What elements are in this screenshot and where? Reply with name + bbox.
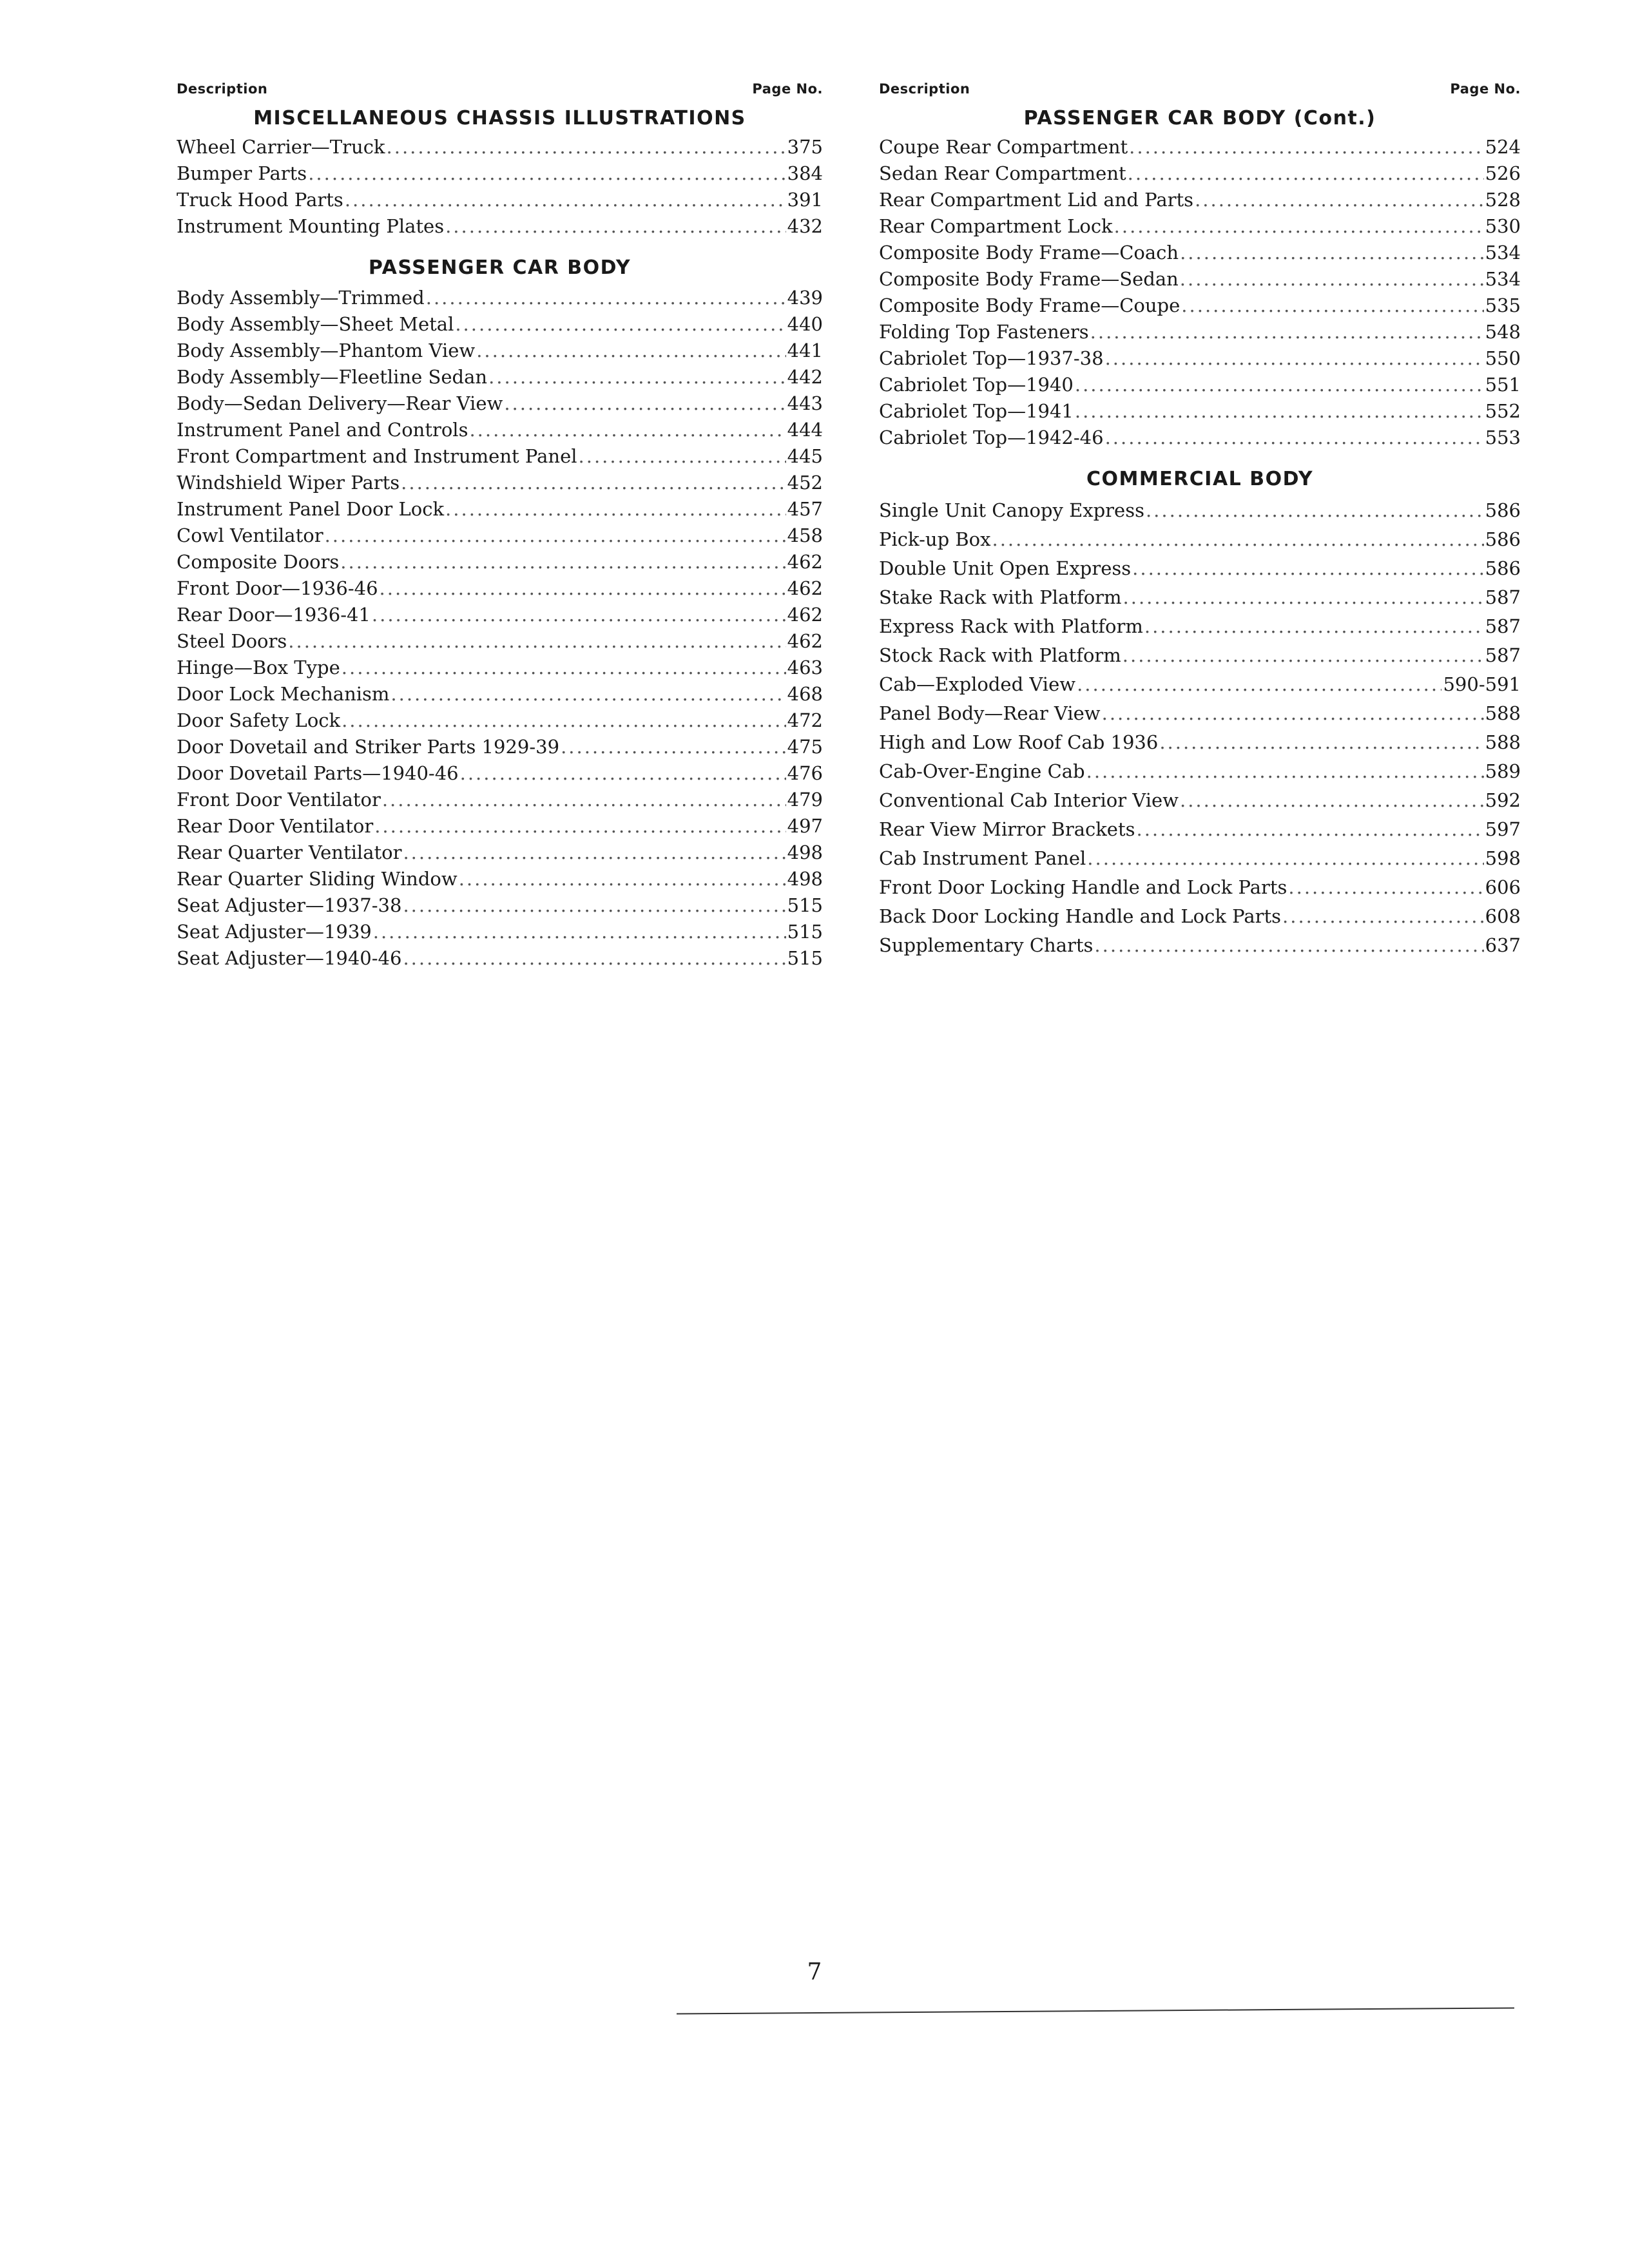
dot-leader: [561, 734, 786, 760]
index-entry: [177, 470, 823, 496]
index-entry: [879, 345, 1521, 372]
page-number: 7: [807, 1959, 822, 1985]
index-entry: [177, 338, 823, 364]
entry-description: Door Dovetail and Striker Parts 1929-39: [177, 736, 560, 758]
entry-page-number: 384: [787, 162, 823, 184]
entry-description: Cab Instrument Panel: [879, 847, 1086, 869]
entry-page-number: 515: [787, 921, 823, 943]
entry-list: [177, 134, 823, 240]
index-entry: [177, 160, 823, 187]
entry-description: Pick-up Box: [879, 528, 991, 550]
entry-description: Rear Compartment Lid and Parts: [879, 189, 1194, 211]
entry-page-number: 528: [1485, 189, 1521, 211]
index-entry: [879, 213, 1521, 240]
dot-leader: [460, 760, 786, 787]
entry-description: Rear Door Ventilator: [177, 815, 374, 837]
entry-description: Stock Rack with Platform: [879, 644, 1121, 666]
entry-description: High and Low Roof Cab 1936: [879, 731, 1159, 753]
dot-leader: [1102, 699, 1484, 728]
entry-description: Cab—Exploded View: [879, 673, 1076, 695]
dot-leader: [342, 655, 786, 681]
entry-page-number: 551: [1485, 374, 1521, 396]
dot-leader: [342, 707, 786, 734]
index-entry: [177, 840, 823, 866]
dot-leader: [445, 496, 786, 523]
entry-page-number: 479: [787, 789, 823, 811]
entry-description: Door Lock Mechanism: [177, 683, 390, 705]
dot-leader: [288, 628, 786, 655]
entry-page-number: 515: [787, 894, 823, 916]
index-entry: [879, 398, 1521, 425]
entry-description: Cabriolet Top—1940: [879, 374, 1074, 396]
entry-description: Body Assembly—Phantom View: [177, 340, 476, 361]
footer-rule: [677, 2007, 1514, 2014]
index-entry: [177, 364, 823, 390]
index-entry: [879, 815, 1521, 844]
entry-description: Cabriolet Top—1942-46: [879, 427, 1104, 448]
index-entry: [177, 285, 823, 311]
entry-description: Double Unit Open Express: [879, 557, 1132, 579]
description-heading: Description: [177, 81, 268, 97]
entry-description: Folding Top Fasteners: [879, 321, 1089, 343]
index-entry: [177, 311, 823, 338]
entry-description: Composite Body Frame—Coach: [879, 242, 1179, 264]
dot-leader: [340, 549, 786, 575]
index-entry: [177, 760, 823, 787]
index-entry: [879, 612, 1521, 641]
entry-page-number: 452: [787, 472, 823, 494]
dot-leader: [469, 417, 786, 443]
dot-leader: [1180, 240, 1484, 266]
index-entry: [879, 670, 1521, 699]
entry-page-number: 597: [1485, 818, 1521, 840]
entry-description: Instrument Panel Door Lock: [177, 498, 445, 520]
section-title-commercial-body: COMMERCIAL BODY: [1086, 468, 1314, 490]
dot-leader: [387, 134, 786, 160]
entry-page-number: 548: [1485, 321, 1521, 343]
dot-leader: [403, 840, 786, 866]
dot-leader: [1090, 319, 1484, 345]
entry-page-number: 444: [787, 419, 823, 441]
column-header: [177, 81, 823, 103]
entry-description: Truck Hood Parts: [177, 189, 343, 211]
entry-page-number: 475: [787, 736, 823, 758]
index-entry: [177, 655, 823, 681]
index-entry: [879, 496, 1521, 525]
index-entry: [879, 786, 1521, 815]
entry-description: Rear Quarter Ventilator: [177, 841, 402, 863]
index-entry: [177, 575, 823, 602]
index-entry: [879, 319, 1521, 345]
dot-leader: [373, 919, 786, 945]
index-entry: [177, 187, 823, 213]
index-entry: [177, 866, 823, 892]
index-entry: [177, 602, 823, 628]
entry-description: Composite Body Frame—Sedan: [879, 268, 1179, 290]
index-entry: [177, 134, 823, 160]
page-no-heading: Page No.: [752, 81, 823, 97]
entry-page-number: 463: [787, 657, 823, 678]
index-entry: [879, 757, 1521, 786]
entry-description: Back Door Locking Handle and Lock Parts: [879, 905, 1282, 927]
entry-page-number: 598: [1485, 847, 1521, 869]
entry-page-number: 526: [1485, 162, 1521, 184]
entry-page-number: 375: [787, 136, 823, 158]
entry-page-number: 586: [1485, 557, 1521, 579]
dot-leader: [476, 338, 786, 364]
entry-description: Rear Quarter Sliding Window: [177, 868, 458, 890]
dot-leader: [1132, 554, 1483, 583]
entry-description: Express Rack with Platform: [879, 615, 1143, 637]
entry-page-number: 552: [1485, 400, 1521, 422]
dot-leader: [1123, 583, 1484, 612]
index-entry: [177, 787, 823, 813]
entry-description: Front Door Ventilator: [177, 789, 381, 811]
entry-page-number: 432: [787, 215, 823, 237]
entry-page-number: 476: [787, 762, 823, 784]
dot-leader: [390, 681, 786, 707]
entry-page-number: 515: [787, 947, 823, 969]
dot-leader: [345, 187, 786, 213]
entry-page-number: 587: [1485, 586, 1521, 608]
dot-leader: [1144, 612, 1484, 641]
entry-page-number: 550: [1485, 347, 1521, 369]
index-entry: [879, 240, 1521, 266]
dot-leader: [1159, 728, 1483, 757]
index-entry: [879, 160, 1521, 187]
entry-description: Single Unit Canopy Express: [879, 499, 1144, 521]
index-entry: [879, 372, 1521, 398]
index-entry: [177, 390, 823, 417]
entry-page-number: 588: [1485, 702, 1521, 724]
entry-page-number: 458: [787, 524, 823, 546]
dot-leader: [403, 945, 786, 972]
index-entry: [177, 628, 823, 655]
entry-description: Composite Body Frame—Coupe: [879, 294, 1181, 316]
entry-page-number: 587: [1485, 615, 1521, 637]
entry-page-number: 534: [1485, 268, 1521, 290]
entry-description: Coupe Rear Compartment: [879, 136, 1128, 158]
entry-page-number: 498: [787, 841, 823, 863]
index-entry: [177, 892, 823, 919]
entry-description: Hinge—Box Type: [177, 657, 340, 678]
entry-description: Body Assembly—Trimmed: [177, 287, 425, 309]
entry-description: Cab-Over-Engine Cab: [879, 760, 1085, 782]
entry-page-number: 442: [787, 366, 823, 388]
entry-page-number: 462: [787, 551, 823, 573]
index-entry: [879, 134, 1521, 160]
index-entry: [177, 213, 823, 240]
dot-leader: [325, 523, 786, 549]
dot-leader: [1137, 815, 1484, 844]
entry-description: Body—Sedan Delivery—Rear View: [177, 392, 503, 414]
entry-page-number: 457: [787, 498, 823, 520]
dot-leader: [445, 213, 786, 240]
entry-page-number: 443: [787, 392, 823, 414]
index-entry: [177, 496, 823, 523]
entry-description: Front Door Locking Handle and Lock Parts: [879, 876, 1287, 898]
entry-description: Panel Body—Rear View: [879, 702, 1101, 724]
dot-leader: [1129, 134, 1483, 160]
index-entry: [879, 873, 1521, 902]
entry-description: Rear Compartment Lock: [879, 215, 1113, 237]
entry-description: Instrument Panel and Controls: [177, 419, 468, 441]
entry-page-number: 590-591: [1443, 673, 1521, 695]
entry-page-number: 468: [787, 683, 823, 705]
index-entry: [177, 919, 823, 945]
entry-description: Front Door—1936-46: [177, 577, 378, 599]
dot-leader: [1075, 372, 1484, 398]
dot-leader: [1128, 160, 1484, 187]
entry-list: [879, 134, 1521, 451]
right-column: [879, 81, 1521, 960]
entry-page-number: 637: [1485, 934, 1521, 956]
dot-leader: [1123, 641, 1484, 670]
entry-description: Windshield Wiper Parts: [177, 472, 400, 494]
entry-page-number: 586: [1485, 499, 1521, 521]
entry-description: Body Assembly—Fleetline Sedan: [177, 366, 488, 388]
entry-description: Cabriolet Top—1941: [879, 400, 1074, 422]
entry-description: Body Assembly—Sheet Metal: [177, 313, 454, 335]
entry-page-number: 462: [787, 577, 823, 599]
entry-description: Cowl Ventilator: [177, 524, 323, 546]
index-entry: [879, 425, 1521, 451]
entry-description: Seat Adjuster—1939: [177, 921, 372, 943]
index-entry: [879, 293, 1521, 319]
index-entry: [879, 525, 1521, 554]
entry-description: Door Safety Lock: [177, 709, 341, 731]
entry-list: [879, 496, 1521, 960]
dot-leader: [1282, 902, 1484, 931]
section-title-passenger-car-body: PASSENGER CAR BODY: [368, 256, 631, 279]
dot-leader: [1105, 425, 1484, 451]
entry-page-number: 592: [1485, 789, 1521, 811]
index-entry: [879, 699, 1521, 728]
dot-leader: [1288, 873, 1483, 902]
dot-leader: [1086, 757, 1484, 786]
dot-leader: [1105, 345, 1484, 372]
dot-leader: [1180, 786, 1484, 815]
dot-leader: [1180, 266, 1484, 293]
entry-description: Wheel Carrier—Truck: [177, 136, 385, 158]
entry-page-number: 472: [787, 709, 823, 731]
entry-description: Rear View Mirror Brackets: [879, 818, 1135, 840]
entry-description: Composite Doors: [177, 551, 340, 573]
dot-leader: [504, 390, 786, 417]
entry-description: Steel Doors: [177, 630, 287, 652]
dot-leader: [992, 525, 1483, 554]
entry-description: Rear Door—1936-41: [177, 604, 371, 626]
index-entry: [177, 945, 823, 972]
entry-page-number: 586: [1485, 528, 1521, 550]
dot-leader: [372, 602, 786, 628]
entry-page-number: 497: [787, 815, 823, 837]
index-entry: [177, 681, 823, 707]
index-entry: [879, 583, 1521, 612]
page-no-heading: Page No.: [1450, 81, 1521, 97]
entry-description: Cabriolet Top—1937-38: [879, 347, 1104, 369]
dot-leader: [488, 364, 786, 390]
entry-page-number: 524: [1485, 136, 1521, 158]
entry-page-number: 462: [787, 630, 823, 652]
dot-leader: [308, 160, 786, 187]
entry-description: Stake Rack with Platform: [879, 586, 1122, 608]
entry-page-number: 588: [1485, 731, 1521, 753]
dot-leader: [455, 311, 786, 338]
index-entry: [177, 443, 823, 470]
left-column: [177, 81, 823, 972]
index-entry: [879, 266, 1521, 293]
index-entry: [177, 813, 823, 840]
entry-page-number: 589: [1485, 760, 1521, 782]
entry-description: Seat Adjuster—1940-46: [177, 947, 402, 969]
dot-leader: [426, 285, 786, 311]
entry-description: Seat Adjuster—1937-38: [177, 894, 402, 916]
dot-leader: [401, 470, 786, 496]
index-entry: [879, 554, 1521, 583]
column-header: [879, 81, 1521, 103]
entry-description: Conventional Cab Interior View: [879, 789, 1179, 811]
entry-page-number: 535: [1485, 294, 1521, 316]
dot-leader: [1075, 398, 1484, 425]
dot-leader: [579, 443, 786, 470]
dot-leader: [459, 866, 786, 892]
entry-description: Front Compartment and Instrument Panel: [177, 445, 577, 467]
description-heading: Description: [879, 81, 970, 97]
entry-page-number: 606: [1485, 876, 1521, 898]
entry-page-number: 498: [787, 868, 823, 890]
index-entry: [879, 844, 1521, 873]
dot-leader: [380, 575, 786, 602]
entry-description: Door Dovetail Parts—1940-46: [177, 762, 459, 784]
entry-description: Bumper Parts: [177, 162, 307, 184]
dot-leader: [1087, 844, 1483, 873]
entry-page-number: 530: [1485, 215, 1521, 237]
dot-leader: [1094, 931, 1483, 960]
entry-page-number: 534: [1485, 242, 1521, 264]
entry-page-number: 462: [787, 604, 823, 626]
dot-leader: [1077, 670, 1441, 699]
index-entry: [879, 931, 1521, 960]
dot-leader: [1114, 213, 1484, 240]
entry-list: [177, 285, 823, 972]
dot-leader: [1181, 293, 1483, 319]
section-title-misc-chassis: MISCELLANEOUS CHASSIS ILLUSTRATIONS: [253, 107, 746, 130]
index-entry: [177, 549, 823, 575]
entry-page-number: 439: [787, 287, 823, 309]
index-entry: [879, 187, 1521, 213]
index-entry: [879, 641, 1521, 670]
index-entry: [177, 707, 823, 734]
dot-leader: [382, 787, 786, 813]
index-entry: [177, 417, 823, 443]
index-entry: [177, 734, 823, 760]
entry-page-number: 553: [1485, 427, 1521, 448]
entry-page-number: 587: [1485, 644, 1521, 666]
dot-leader: [403, 892, 786, 919]
entry-page-number: 441: [787, 340, 823, 361]
dot-leader: [1195, 187, 1484, 213]
index-entry: [177, 523, 823, 549]
dot-leader: [1146, 496, 1484, 525]
entry-description: Instrument Mounting Plates: [177, 215, 445, 237]
entry-page-number: 445: [787, 445, 823, 467]
entry-page-number: 391: [787, 189, 823, 211]
section-title-passenger-car-body-cont: PASSENGER CAR BODY (Cont.): [1023, 107, 1376, 130]
entry-page-number: 608: [1485, 905, 1521, 927]
index-entry: [879, 902, 1521, 931]
index-entry: [879, 728, 1521, 757]
entry-description: Sedan Rear Compartment: [879, 162, 1126, 184]
entry-description: Supplementary Charts: [879, 934, 1094, 956]
entry-page-number: 440: [787, 313, 823, 335]
dot-leader: [374, 813, 786, 840]
